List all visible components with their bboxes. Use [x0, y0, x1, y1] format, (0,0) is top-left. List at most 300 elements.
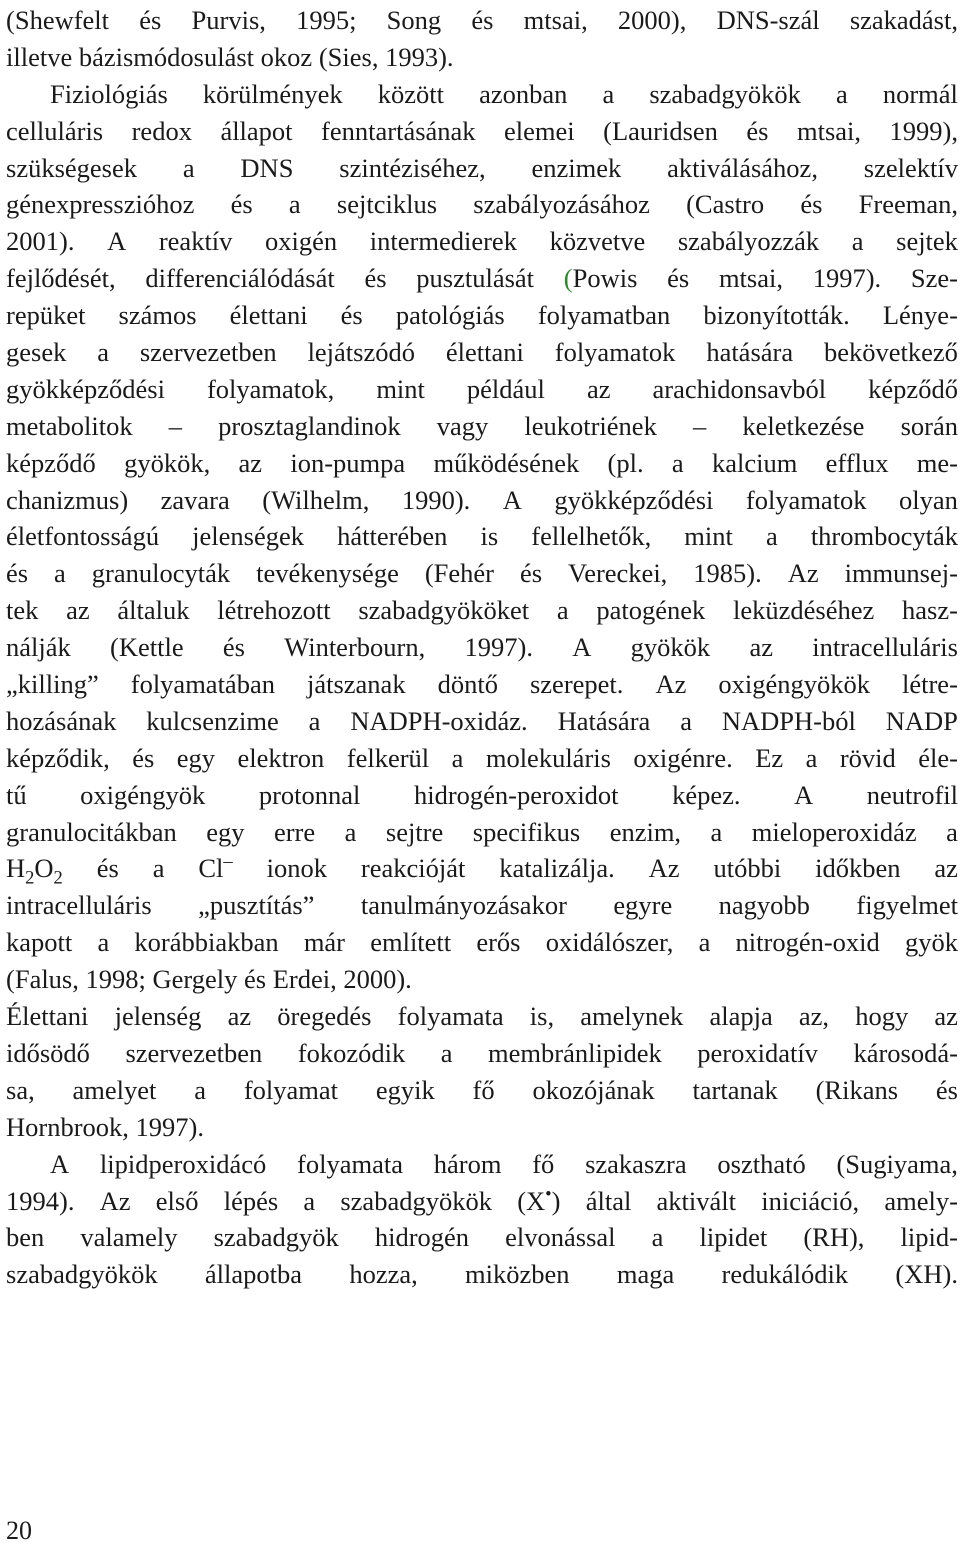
word: az [749, 632, 773, 663]
word: szükségesek [6, 152, 137, 183]
word: A [50, 1148, 70, 1179]
text-line [6, 445, 958, 482]
word: ion-pumpa [290, 447, 406, 478]
word: az [586, 373, 611, 404]
word: nagyobb [718, 890, 810, 921]
text-line [6, 518, 958, 555]
word: például [466, 373, 545, 404]
word: redukálódik [721, 1259, 849, 1290]
word: tek [6, 595, 39, 626]
word: ben [6, 1222, 45, 1253]
word: a [54, 558, 66, 589]
word: alapja [709, 1001, 773, 1032]
word: mtsai, [796, 115, 862, 146]
word: említett [370, 927, 452, 958]
word: 2000), [617, 5, 687, 35]
word: a [97, 337, 109, 368]
word: intracelluláris [6, 890, 152, 921]
text-line [6, 39, 958, 76]
word: gyökök, [124, 447, 211, 478]
word: szabályozzák [677, 226, 820, 257]
word: keletkezése [742, 410, 865, 441]
word: az [934, 1001, 958, 1032]
word: a [556, 595, 569, 626]
word: (pl. [607, 447, 644, 478]
word: 2000). [343, 964, 412, 995]
word: (Rikans [815, 1074, 899, 1105]
word: a [288, 189, 301, 220]
word: illetve [6, 41, 73, 72]
word: létre- [902, 669, 958, 700]
word: gyökképződési [554, 484, 714, 515]
word: képződő [868, 373, 958, 404]
word: által [585, 1185, 632, 1216]
word: Lénye- [882, 300, 958, 331]
word: jelenségek [192, 521, 304, 552]
text-line [6, 223, 958, 260]
word: károsodá- [853, 1037, 958, 1068]
word: Hatására [557, 705, 651, 736]
word: folyamatok [745, 484, 867, 515]
text-line [6, 371, 958, 408]
word: bázismódosulást [78, 41, 255, 72]
word: (X•) [517, 1183, 561, 1216]
word: oxigéngyökök [718, 669, 870, 700]
word: 1997). [812, 263, 882, 294]
word: figyelmet [856, 890, 958, 921]
word: pusztulását [416, 263, 535, 294]
word: Az [648, 853, 680, 884]
word: arachidonsavból [652, 373, 827, 404]
word: folyamat [243, 1074, 339, 1105]
text-line [6, 408, 958, 445]
word: Winterbourn, [284, 632, 426, 663]
word: mieloperoxidáz [751, 816, 917, 847]
word: okoz [260, 41, 313, 72]
word: és [800, 189, 823, 220]
word: „killing” [6, 669, 99, 700]
word: amelyet [72, 1074, 157, 1105]
word: lejátszódó [307, 337, 415, 368]
word: az [227, 1001, 252, 1032]
word: a [946, 816, 958, 847]
word: kulcsenzime [146, 705, 279, 736]
text-line [6, 924, 958, 961]
word: és [230, 189, 253, 220]
word: efflux [825, 447, 889, 478]
word: Freeman, [858, 189, 958, 220]
word: és [519, 558, 543, 589]
word: élettani [445, 337, 524, 368]
word: Az [99, 1185, 131, 1216]
text-line [6, 186, 958, 223]
word: az, [798, 1001, 830, 1032]
word: 1994). [6, 1185, 75, 1216]
text-line [6, 703, 958, 740]
word: – [692, 410, 707, 441]
word: közvetve [549, 226, 646, 257]
word: rövid [839, 742, 896, 773]
word: vagy [436, 410, 489, 441]
word: is [480, 521, 499, 552]
word: Fiziológiás [50, 78, 168, 109]
text-line [6, 1109, 958, 1146]
word: hidrogén-peroxidot [413, 779, 619, 810]
word: 1999), [889, 115, 958, 146]
word: a [805, 742, 818, 773]
text-line [6, 334, 958, 371]
word: oxigén [265, 226, 338, 257]
word: szabadgyökök [6, 1259, 158, 1290]
text-line [6, 260, 958, 297]
word: és [6, 558, 29, 589]
text-line [6, 777, 958, 814]
word: a [651, 1222, 664, 1253]
word: idősödő [6, 1037, 90, 1068]
word: Vereckei, [568, 558, 668, 589]
word: Purvis, [191, 5, 266, 35]
word: fejlődését, [6, 263, 116, 294]
word: jelenség [114, 1001, 202, 1032]
word: általuk [117, 595, 190, 626]
word: (XH). [895, 1259, 958, 1290]
word: a [303, 1185, 316, 1216]
word: sejtre [385, 816, 444, 847]
word: membránlipidek [488, 1037, 662, 1068]
word: iniciáció, [761, 1185, 860, 1216]
text-line [6, 850, 958, 887]
word: fő [532, 1148, 555, 1179]
text-line [6, 297, 958, 334]
word: Cl– [198, 851, 233, 884]
word: élettani [229, 300, 308, 331]
word: is, [529, 1001, 555, 1032]
word: szabályozásához [473, 189, 650, 220]
word: fokozódik [297, 1037, 406, 1068]
word: egy [206, 816, 245, 847]
word: a [440, 1037, 453, 1068]
word: már [303, 927, 346, 958]
word: folyamatok, [206, 373, 335, 404]
word: celluláris [6, 115, 104, 146]
word: sejtciklus [336, 189, 438, 220]
word: döntő [437, 669, 498, 700]
word: szervezetben [125, 1037, 263, 1068]
word: szelektív [863, 152, 958, 183]
word: (Fehér [424, 558, 494, 589]
word: (Sugiyama, [836, 1148, 958, 1179]
word: hozásának [6, 705, 117, 736]
text-line [6, 76, 958, 113]
text-line [6, 998, 958, 1035]
word: prosztaglandinok [218, 410, 401, 441]
word: bekövetkező [824, 337, 958, 368]
word: sejtek [896, 226, 958, 257]
word: metabolitok [6, 410, 133, 441]
text-line [6, 1256, 958, 1293]
word: kalcium [711, 447, 798, 478]
word: 1985). [693, 558, 762, 589]
word: elektron [237, 742, 325, 773]
word: lipidet [699, 1222, 768, 1253]
text-line [6, 2, 958, 39]
word: enzim, [609, 816, 682, 847]
word: fő [472, 1074, 495, 1105]
word: tű [6, 779, 27, 810]
word: erre [273, 816, 316, 847]
word: folyamatban [537, 300, 671, 331]
word: „pusztítás” [198, 890, 315, 921]
word: és [222, 632, 245, 663]
word: és [340, 300, 363, 331]
word: és [96, 853, 119, 884]
word: DNS-szál [716, 5, 820, 35]
word: szabadgyök [213, 1222, 339, 1253]
word: szabadgyökök [340, 1185, 492, 1216]
word: és [139, 5, 162, 35]
text-line [6, 1219, 958, 1256]
word: (Wilhelm, [262, 484, 370, 515]
word: a [836, 78, 848, 109]
word: differenciálódását [145, 263, 335, 294]
body-text [6, 2, 958, 1293]
word: Ez [755, 742, 784, 773]
text-line [6, 629, 958, 666]
word: során [900, 410, 958, 441]
word: hátterében [337, 521, 448, 552]
word: patogének [596, 595, 706, 626]
word: a [698, 927, 711, 958]
word: amelynek [580, 1001, 684, 1032]
word: (Sies, [318, 41, 379, 72]
word: $H_2O_2$ [6, 853, 63, 889]
word: okozójának [532, 1074, 655, 1105]
word: oxidálószer, [545, 927, 674, 958]
text-line [6, 592, 958, 629]
word: zavara [160, 484, 230, 515]
word: lipid- [900, 1222, 958, 1253]
word: szabadgyököket [358, 595, 530, 626]
word: reaktív [158, 226, 233, 257]
word: tevékenysége [256, 558, 399, 589]
word: azonban [479, 78, 568, 109]
word: mint [684, 521, 733, 552]
text-line [6, 1146, 958, 1183]
word: amely- [884, 1185, 958, 1216]
word: egyik [375, 1074, 435, 1105]
page-number: 20 [6, 1516, 32, 1545]
word: A [502, 484, 522, 515]
word: a [451, 742, 464, 773]
word: lipidperoxidácó [99, 1148, 267, 1179]
word: gesek [6, 337, 67, 368]
word: (Powis [563, 263, 638, 294]
word: a [602, 78, 615, 109]
word: Song [386, 5, 442, 35]
word: (Castro [686, 189, 765, 220]
word: állapotba [204, 1259, 303, 1290]
word: életfontosságú [6, 521, 160, 552]
word: gyök [904, 927, 958, 958]
word: Élettani [6, 1001, 89, 1032]
word: peroxidatív [697, 1037, 818, 1068]
word: (RH), [803, 1222, 865, 1253]
word: gyökök [630, 632, 711, 663]
word: és [667, 263, 690, 294]
word: 1998; [85, 964, 146, 995]
word: mint [376, 373, 425, 404]
word: normál [882, 78, 958, 109]
text-line [6, 666, 958, 703]
word: me- [916, 447, 958, 478]
word: időkben [815, 853, 901, 884]
word: tanulmányozásakor [360, 890, 567, 921]
word: a [97, 927, 110, 958]
word: tartanak [692, 1074, 778, 1105]
word: NADPH-oxidáz. [350, 705, 528, 736]
word: A [572, 632, 592, 663]
word: fenntartásának [321, 115, 476, 146]
word: enzimek [531, 152, 622, 183]
word: molekuláris [485, 742, 611, 773]
word: (Kettle [110, 632, 184, 663]
word: (Lauridsen [603, 115, 718, 146]
word: a [194, 1074, 206, 1105]
word: felkerül [346, 742, 430, 773]
text-line [6, 740, 958, 777]
word: képződő [6, 447, 96, 478]
word: elemei [504, 115, 575, 146]
word: bizonyították. [703, 300, 850, 331]
word: között [377, 78, 445, 109]
word: számos [118, 300, 197, 331]
word: (Shewfelt [6, 5, 110, 35]
word: Sze- [910, 263, 958, 294]
word: reakcióját [360, 853, 466, 884]
word: leukotriének [524, 410, 657, 441]
word: hidrogén [374, 1222, 470, 1253]
word: első [155, 1185, 199, 1216]
word: 2001). [6, 226, 75, 257]
word: – [168, 410, 182, 441]
text-line [6, 482, 958, 519]
word: kapott [6, 927, 73, 958]
word: hogy [855, 1001, 909, 1032]
word: folyamata [297, 1148, 403, 1179]
word: szintéziséhez, [339, 152, 486, 183]
word: patológiás [395, 300, 505, 331]
word: hatására [706, 337, 794, 368]
word: lépés [223, 1185, 279, 1216]
word: 1997). [135, 1111, 204, 1142]
word: folyamata [397, 1001, 504, 1032]
word: oxigénre. [633, 742, 733, 773]
word: erős [476, 927, 521, 958]
word: képez. [672, 779, 741, 810]
word: szervezetben [139, 337, 277, 368]
word: osztható [717, 1148, 806, 1179]
word: redox [131, 115, 192, 146]
word: a [765, 521, 778, 552]
word: szakaszra [585, 1148, 687, 1179]
word: a [182, 152, 195, 183]
word: és [935, 1074, 958, 1105]
word: ionok [266, 853, 327, 884]
word: Erdei, [272, 964, 337, 995]
word: valamely [80, 1222, 178, 1253]
word: játszanak [306, 669, 406, 700]
word: és [471, 5, 494, 35]
word: a [344, 816, 357, 847]
word: 1995; [296, 5, 357, 35]
word: Hornbrook, [6, 1111, 129, 1142]
word: és [364, 263, 387, 294]
word: egy [176, 742, 216, 773]
word: utóbbi [713, 853, 782, 884]
word: (Falus, [6, 964, 79, 995]
word: granulocyták [91, 558, 231, 589]
text-line [6, 113, 958, 150]
word: maga [616, 1259, 675, 1290]
word: korábbiakban [134, 927, 279, 958]
word: 1990). [401, 484, 471, 515]
word: és [132, 742, 155, 773]
word: és [244, 964, 267, 995]
word: miközben [465, 1259, 570, 1290]
word: gyökképződési [6, 373, 165, 404]
word: repüket [6, 300, 86, 331]
word: elvonással [505, 1222, 616, 1253]
word: aktiválásához, [667, 152, 818, 183]
text-line [6, 961, 958, 998]
word: Az [787, 558, 819, 589]
word: nálják [6, 632, 71, 663]
word: állapot [220, 115, 293, 146]
word: chanizmus) [6, 484, 129, 515]
word: körülmények [202, 78, 343, 109]
word: a [308, 705, 321, 736]
word: folyamatok [554, 337, 676, 368]
word: aktivált [656, 1185, 737, 1216]
word: olyan [899, 484, 958, 515]
text-line [6, 555, 958, 592]
word: A [794, 779, 814, 810]
word: mtsai, [523, 5, 588, 35]
word: intermedierek [369, 226, 517, 257]
word: A [107, 226, 127, 257]
word: granulocitákban [6, 816, 177, 847]
word: intracelluláris [812, 632, 958, 663]
word: a [671, 447, 684, 478]
word: 1993). [385, 41, 454, 72]
text-line [6, 1072, 958, 1109]
text-line [6, 814, 958, 851]
word: fellelhetők, [531, 521, 652, 552]
word: sa, [6, 1074, 35, 1105]
word: az [238, 447, 263, 478]
text-line [6, 1035, 958, 1072]
word: az [934, 853, 958, 884]
word: NADP [885, 705, 958, 736]
word: működésének [433, 447, 580, 478]
word: immunsej- [844, 558, 958, 589]
word: létrehozott [217, 595, 331, 626]
word: három [433, 1148, 502, 1179]
word: éle- [918, 742, 958, 773]
word: folyamatában [130, 669, 275, 700]
text-line [6, 1183, 958, 1220]
word: hozza, [349, 1259, 418, 1290]
